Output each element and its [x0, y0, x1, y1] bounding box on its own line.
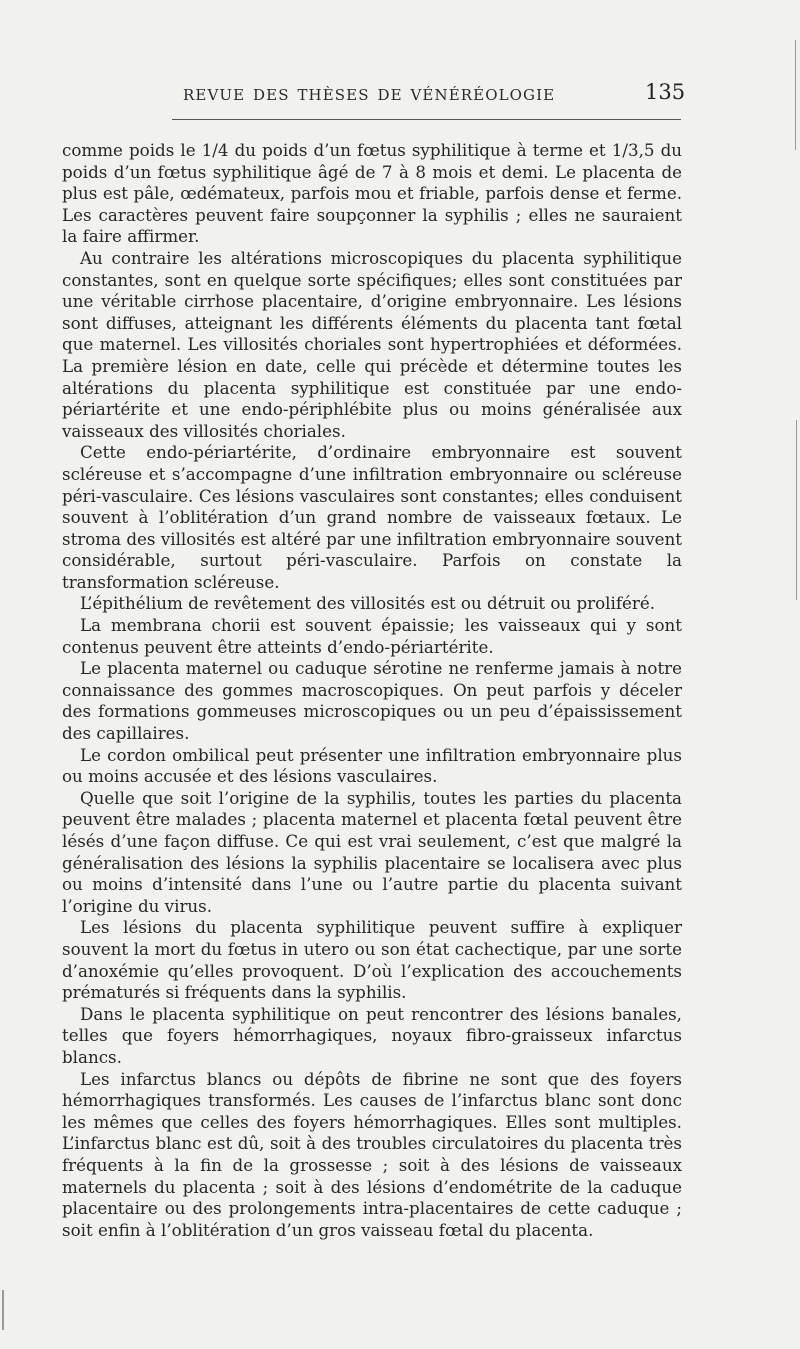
page-edge-mark: [2, 1290, 4, 1330]
paragraph: Au contraire les altérations microscopiques du placenta syphilitique constantes, sont en quelque sorte spécifiques; elles sont constituées par une véritable cirrhose placentaire, d’origine embryonnaire. Les lésions sont diffuses, atteignant les différents éléments du placenta tant fœtal que maternel. Les villosités choriales sont hypertrophiées et déformées. La première lésion en date, celle qui précède et détermine toutes les altérations du placenta syphilitique est constituée par une endo-périartérite et une endo-périphlébite plus ou moins généralisée aux vaisseaux des villosités choriales.: [62, 247, 682, 441]
paragraph: Le placenta maternel ou caduque sérotine ne renferme jamais à notre connaissance des gommes macroscopiques. On peut parfois y déceler des formations gommeuses microscopiques ou un peu d’épaississement des capillaires.: [62, 658, 682, 744]
page-edge-mark: [796, 420, 797, 600]
paragraph: Les infarctus blancs ou dépôts de fibrine ne sont que des foyers hémorrhagiques transformés. Les causes de l’infarctus blanc sont donc les mêmes que celles des foyers hémorrhagiques. Elles sont multiples. L’infarctus blanc est dû, soit à des troubles circulatoires du placenta très fréquents à la fin de la grossesse ; soit à des lésions de vaisseaux maternels du placenta ; soit à des lésions d’endométrite de la caduque placentaire ou des prolongements intra-placentaires de cette caduque ; soit enfin à l’oblitération d’un gros vaisseau fœtal du placenta.: [62, 1068, 682, 1240]
page-edge-mark: [795, 40, 796, 150]
paragraph: L’épithélium de revêtement des villosités est ou détruit ou proliféré.: [80, 593, 656, 614]
running-title: REVUE DES THÈSES DE VÉNÉRÉOLOGIE: [183, 86, 556, 104]
paragraph: Dans le placenta syphilitique on peut rencontrer des lésions banales, telles que foyers hémorrhagiques, noyaux fibro-graisseux infarctus blancs.: [62, 1003, 682, 1067]
paragraph: comme poids le 1/4 du poids d’un fœtus syphilitique à terme et 1/3,5 du poids d’un fœtus syphilitique âgé de 7 à 8 mois et demi. Le placenta de plus est pâle, œdémateux, parfois mou et friable, parfois dense et ferme. Les caractères peuvent faire soupçonner la syphilis ; elles ne sauraient la faire affirmer.: [62, 140, 682, 247]
header-rule: [172, 119, 681, 120]
paragraph: Cette endo-périartérite, d’ordinaire embryonnaire est souvent scléreuse et s’accompagne d’une infiltration embryonnaire ou scléreuse péri-vasculaire. Ces lésions vasculaires sont constantes; elles conduisent souvent à l’oblitération d’un grand nombre de vaisseaux fœtaux. Le stroma des villosités est altéré par une infiltration embryonnaire souvent considérable, surtout péri-vasculaire. Parfois on constate la transformation scléreuse.: [62, 442, 682, 592]
paragraph: Quelle que soit l’origine de la syphilis, toutes les parties du placenta peuvent être malades ; placenta maternel et placenta fœtal peuvent être lésés d’une façon diffuse. Ce qui est vrai seulement, c’est que malgré la généralisation des lésions la syphilis placentaire se localisera avec plus ou moins d’intensité dans l’une ou l’autre partie du placenta suivant l’origine du virus.: [62, 787, 682, 916]
paragraph: Le cordon ombilical peut présenter une infiltration embryonnaire plus ou moins accusée et des lésions vasculaires.: [62, 744, 682, 787]
paragraph: La membrana chorii est souvent épaissie; les vaisseaux qui y sont contenus peuvent être atteints d’endo-périartérite.: [62, 615, 682, 657]
page-number: 135: [645, 80, 686, 104]
body-text: [62, 140, 682, 1241]
paragraph: Les lésions du placenta syphilitique peuvent suffire à expliquer souvent la mort du fœtus in utero ou son état cachectique, par une sorte d’anoxémie qu’elles provoquent. D’où l’explication des accouchements prématurés si fréquents dans la syphilis.: [62, 917, 682, 1003]
